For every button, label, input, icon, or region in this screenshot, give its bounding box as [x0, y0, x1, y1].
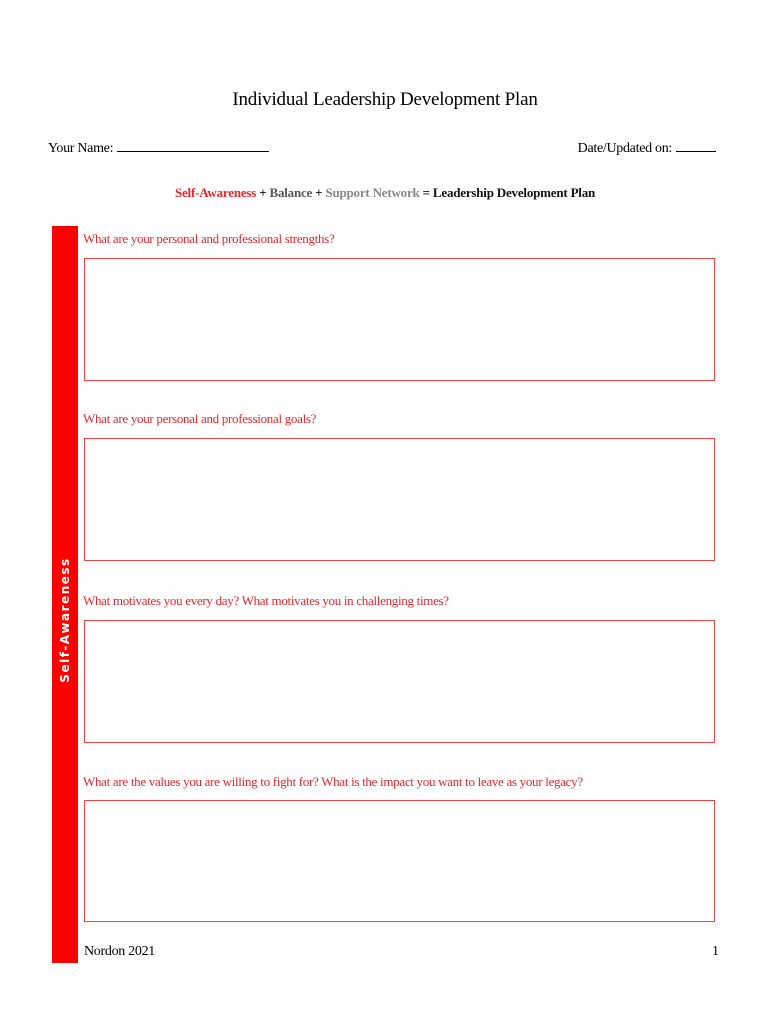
section-label: Self-Awareness [58, 557, 72, 683]
question-motivation: What motivates you every day? What motivates you in challenging times? [83, 593, 449, 608]
formula-plus-2: + [312, 185, 326, 200]
formula-result: = Leadership Development Plan [419, 185, 596, 200]
answer-box-goals[interactable] [84, 438, 715, 561]
formula-support-network: Support Network [325, 185, 420, 200]
answer-box-strengths[interactable] [84, 258, 715, 381]
question-values: What are the values you are willing to fight for? What is the impact you want to leave as your legacy? [83, 774, 583, 789]
name-field[interactable] [117, 150, 269, 152]
document-title: Individual Leadership Development Plan [232, 89, 538, 110]
formula-balance: Balance [269, 185, 313, 200]
formula-line [0, 185, 770, 201]
date-row [578, 141, 716, 157]
formula-self-awareness: Self-Awareness [174, 185, 257, 200]
name-label: Your Name: [48, 141, 114, 156]
question-goals: What are your personal and professional goals? [83, 411, 317, 426]
date-field[interactable] [676, 150, 716, 152]
name-row [48, 141, 269, 157]
question-strengths: What are your personal and professional strengths? [83, 231, 335, 246]
date-label: Date/Updated on: [577, 141, 672, 156]
answer-box-values[interactable] [84, 800, 715, 922]
formula-plus-1: + [256, 185, 270, 200]
footer-author: Nordon 2021 [84, 944, 155, 959]
answer-box-motivation[interactable] [84, 620, 715, 743]
page-number: 1 [712, 944, 719, 959]
